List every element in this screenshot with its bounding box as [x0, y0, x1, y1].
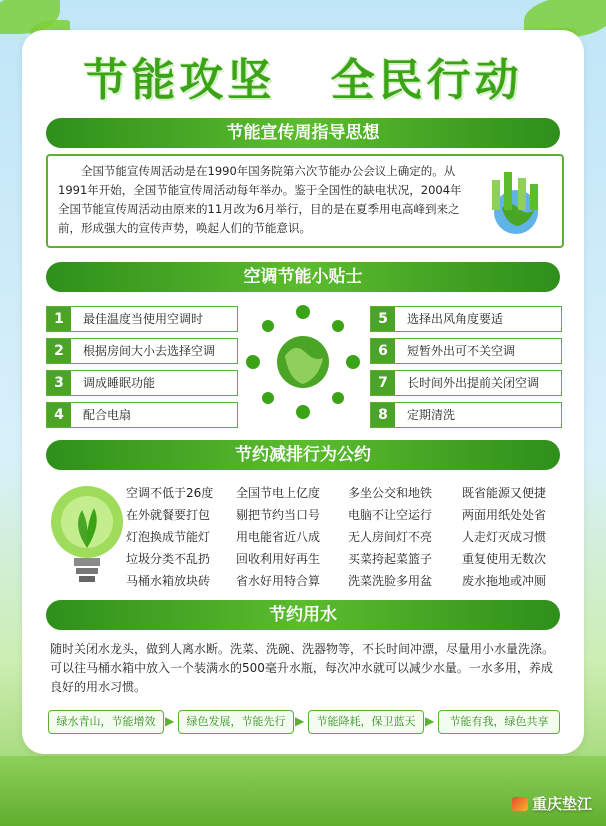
title-right: 全民行动 [330, 55, 523, 106]
brand-text: 重庆垫江 [531, 795, 592, 813]
tip-item [46, 306, 238, 332]
pact-item: 既省能源又便捷 [462, 486, 547, 500]
pact-item: 在外就餐要打包 [126, 508, 211, 522]
tip-number: 1 [47, 307, 71, 331]
slogan-2: 绿色发展，节能先行 [178, 710, 294, 734]
poster-card [22, 30, 584, 754]
water-text: 随时关闭水龙头，做到人离水断。洗菜、洗碗、洗器物等，不长时间冲漂，尽量用小水量洗涤。可以往马桶水箱中放入一个装满水的500毫升水瓶，每次冲水就可以减少水量。一水多用，养成良好的用水习惯。 [50, 642, 555, 694]
slogan-1: 绿水青山，节能增效 [48, 710, 164, 734]
pact-item: 买菜挎起菜篮子 [348, 552, 433, 566]
pact-item: 两面用纸处处省 [462, 508, 547, 522]
tip-item [370, 338, 562, 364]
tip-item [46, 402, 238, 428]
tip-label: 长时间外出提前关闭空调 [407, 376, 540, 390]
pact-item: 人走灯灭成习惯 [462, 530, 547, 544]
arrow-right-icon: ▶ [295, 714, 305, 728]
pact-item: 废水拖地或冲厕 [462, 574, 547, 588]
pact-item: 洗菜洗脸多用盆 [348, 574, 433, 588]
arrow-right-icon: ▶ [165, 714, 175, 728]
tip-item [46, 338, 238, 364]
pact-item: 剔把节约当口号 [236, 508, 321, 522]
pact-item: 多坐公交和地铁 [348, 486, 433, 500]
tip-label: 根据房间大小去选择空调 [83, 344, 216, 358]
tip-number: 6 [371, 339, 395, 363]
pact-item: 无人房间灯不亮 [348, 530, 433, 544]
pact-item: 回收利用好再生 [236, 552, 321, 566]
lightbulb-icon [42, 476, 132, 596]
tip-number: 2 [47, 339, 71, 363]
tip-label: 调成睡眠功能 [83, 376, 156, 390]
tip-number: 5 [371, 307, 395, 331]
grass-ground [0, 756, 606, 826]
slogan-3: 节能降耗，保卫蓝天 [308, 710, 424, 734]
pact-item: 用电能省近八成 [236, 530, 321, 544]
eco-globe-icon [239, 298, 367, 426]
slogan-4: 节能有我，绿色共享 [438, 710, 560, 734]
tip-label: 选择出风角度要适 [407, 312, 504, 326]
brand-logo [512, 793, 592, 814]
tip-label: 最佳温度当使用空调时 [83, 312, 204, 326]
brand-icon [512, 797, 528, 811]
arrow-right-icon: ▶ [425, 714, 435, 728]
tip-label: 定期清洗 [407, 408, 456, 422]
pact-item: 空调不低于26度 [126, 486, 214, 500]
tip-number: 4 [47, 403, 71, 427]
guideline-box [46, 154, 564, 248]
section-guideline-heading: 节能宣传周指导思想 [46, 118, 560, 148]
tip-label: 短暂外出可不关空调 [407, 344, 516, 358]
tip-item [370, 306, 562, 332]
tip-label: 配合电扇 [83, 408, 132, 422]
eco-city-icon [478, 162, 554, 238]
title-left: 节能攻坚 [83, 55, 276, 106]
pact-item: 省水好用特合算 [236, 574, 321, 588]
section-pact-heading: 节约减排行为公约 [46, 440, 560, 470]
tip-item [370, 402, 562, 428]
tip-number: 7 [371, 371, 395, 395]
guideline-text: 全国节能宣传周活动是在1990年国务院第六次节能办公会议上确定的。从1991年开始，全国节能宣传周活动每年举办。鉴于全国性的缺电状况，2004年全国节能宣传周活动由原来的11月改为6月举行，目的是在夏季用电高峰到来之前，形成强大的宣传声势，唤起人们的节能意识。 [58, 164, 462, 235]
pact-item: 马桶水箱放块砖 [126, 574, 211, 588]
tip-item [46, 370, 238, 396]
tip-item [370, 370, 562, 396]
section-ac-tips-heading: 空调节能小贴士 [46, 262, 560, 292]
section-water-heading: 节约用水 [46, 600, 560, 630]
pact-item: 重复使用无数次 [462, 552, 547, 566]
pact-item: 垃圾分类不乱扔 [126, 552, 211, 566]
poster-title [22, 44, 584, 108]
pact-item: 电脑不让空运行 [348, 508, 433, 522]
tip-number: 3 [47, 371, 71, 395]
pact-item: 全国节电上亿度 [236, 486, 321, 500]
tip-number: 8 [371, 403, 395, 427]
pact-item: 灯泡换成节能灯 [126, 530, 211, 544]
